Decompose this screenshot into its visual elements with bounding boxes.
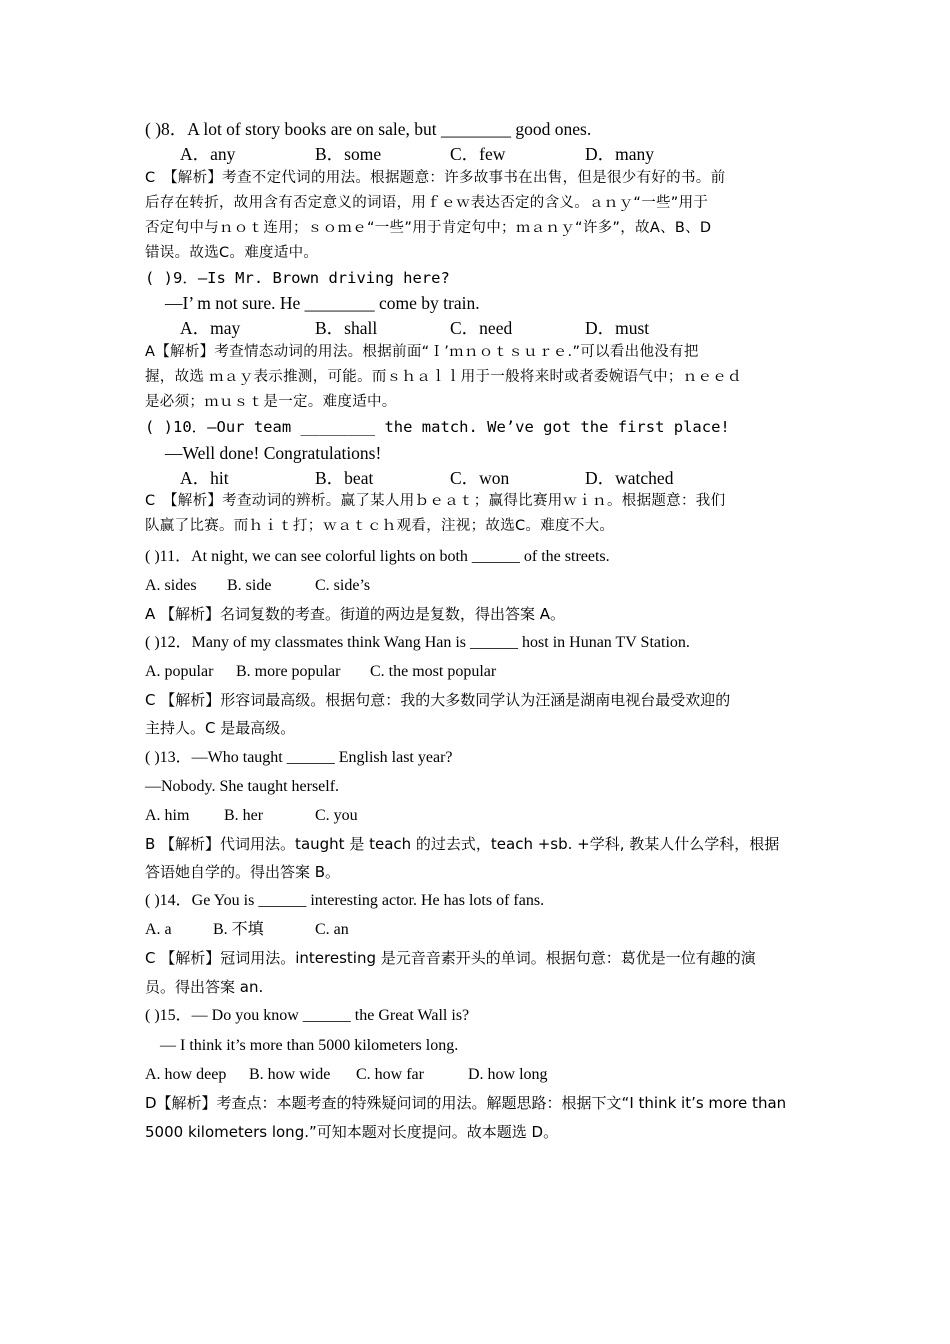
option-a: A．any	[180, 144, 236, 164]
question-14-stem: ( )14．Ge You is ______ interesting actor. He has lots of fans.	[145, 892, 545, 909]
option-a: A. popular	[145, 663, 214, 680]
question-14-explanation-line: 员。得出答案 an.	[145, 978, 264, 996]
question-9-stem: ( )9．—Is Mr. Brown driving here?	[145, 269, 450, 287]
question-10-explanation-line: C 【解析】考查动词的辨析。赢了某人用ｂｅａｔ；赢得比赛用ｗｉｎ。根据题意：我们	[145, 493, 726, 509]
question-9-explanation-line: A【解析】考查情态动词的用法。根据前面“Ｉ’ｍｎｏｔｓｕｒｅ.”可以看出他没有把	[145, 344, 699, 360]
option-a: A．hit	[180, 468, 229, 488]
question-13-reply: —Nobody. She taught herself.	[145, 778, 340, 795]
option-b: B. more popular	[236, 663, 341, 680]
question-12-stem: ( )12．Many of my classmates think Wang Han is ______ host in Hunan TV Station.	[145, 634, 690, 651]
option-c: C. an	[315, 921, 349, 938]
option-d: D. how long	[468, 1066, 548, 1083]
question-13-stem: ( )13．—Who taught ______ English last year?	[145, 749, 453, 766]
question-8-explanation-line: 否定句中与ｎｏｔ连用；ｓｏｍｅ“一些”用于肯定句中；ｍａｎｙ“许多”，故A、B、D	[145, 220, 712, 236]
question-11-explanation-line: A 【解析】名词复数的考查。街道的两边是复数，得出答案 A。	[145, 605, 566, 623]
question-13-explanation-line: B 【解析】代词用法。taught 是 teach 的过去式，teach +sb. +学科, 教某人什么学科，根据	[145, 835, 780, 853]
option-b: B. her	[224, 807, 264, 824]
option-d: D．watched	[585, 468, 674, 488]
option-a: A. a	[145, 921, 172, 938]
question-8-explanation-line: C 【解析】考查不定代词的用法。根据题意：许多故事书在出售，但是很少有好的书。前	[145, 170, 726, 186]
option-b: B. 不填	[213, 921, 264, 938]
option-c: C．need	[450, 318, 513, 338]
question-15-reply: — I think it’s more than 5000 kilometers long.	[160, 1037, 459, 1054]
question-9-explanation-line: 是必须；ｍｕｓｔ是一定。难度适中。	[145, 394, 397, 410]
option-c: C. you	[315, 807, 358, 824]
option-c: C. the most popular	[370, 663, 497, 680]
option-c: C. side’s	[315, 577, 371, 594]
question-9-explanation-line: 握，故选 ｍａｙ表示推测，可能。而ｓｈａｌｌ用于一般将来时或者委婉语气中；ｎｅｅｄ	[145, 369, 742, 385]
option-b: B. side	[227, 577, 272, 594]
question-11-stem: ( )11．At night, we can see colorful lights on both ______ of the streets.	[145, 548, 610, 565]
option-a: A. sides	[145, 577, 197, 594]
option-a: A. him	[145, 807, 190, 824]
question-12-explanation-line: 主持人。C 是最高级。	[145, 719, 296, 737]
option-a: A．may	[180, 318, 241, 338]
question-9-reply: —I’ m not sure. He ________ come by train.	[165, 293, 480, 313]
option-b: B．some	[315, 144, 382, 164]
question-8-stem: ( )8．A lot of story books are on sale, but ________ good ones.	[145, 119, 592, 139]
question-8-explanation-line: 后存在转折，故用含有否定意义的词语，用ｆｅｗ表达否定的含义。ａｎｙ“一些”用于	[145, 195, 709, 211]
question-10-reply: —Well done! Congratulations!	[165, 443, 382, 463]
question-15-stem: ( )15．— Do you know ______ the Great Wall is?	[145, 1007, 470, 1024]
option-c: C. how far	[356, 1066, 424, 1083]
question-12-explanation-line: C 【解析】形容词最高级。根据句意：我的大多数同学认为汪涵是湖南电视台最受欢迎的	[145, 691, 731, 709]
option-b: B. how wide	[249, 1066, 331, 1083]
question-8-explanation-line: 错误。故选C。难度适中。	[145, 245, 319, 261]
question-10-stem: ( )10．—Our team ________ the match. We’ve got the first place!	[145, 418, 730, 436]
question-15-explanation-line: 5000 kilometers long.”可知本题对长度提问。故本题选 D。	[145, 1123, 559, 1141]
option-a: A. how deep	[145, 1066, 227, 1083]
option-b: B．shall	[315, 318, 378, 338]
question-14-explanation-line: C 【解析】冠词用法。interesting 是元音音素开头的单词。根据句意：葛优是一位有趣的演	[145, 949, 756, 967]
question-10-explanation-line: 队赢了比赛。而ｈｉｔ打；ｗａｔｃｈ观看，注视；故选C。难度不大。	[145, 518, 615, 534]
question-15-explanation-line: D【解析】考查点：本题考查的特殊疑问词的用法。解题思路：根据下文“I think it’s more than	[145, 1094, 787, 1112]
question-13-explanation-line: 答语她自学的。得出答案 B。	[145, 863, 341, 881]
option-c: C．won	[450, 468, 510, 488]
option-d: D．must	[585, 318, 650, 338]
option-b: B．beat	[315, 468, 374, 488]
option-c: C．few	[450, 144, 506, 164]
option-d: D．many	[585, 144, 655, 164]
